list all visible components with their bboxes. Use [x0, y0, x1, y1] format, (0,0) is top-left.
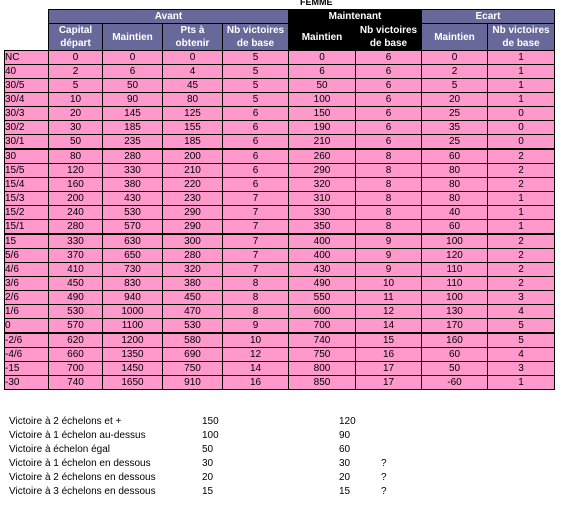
table-cell: 650	[103, 249, 163, 263]
table-cell: 60	[422, 220, 488, 235]
footnote-avant: 30	[202, 458, 214, 469]
table-cell: 0	[422, 51, 488, 65]
table-cell: 290	[163, 206, 223, 220]
table-cell: 80	[49, 149, 103, 164]
table-cell: 0	[488, 107, 555, 121]
table-cell: 1	[488, 51, 555, 65]
rank-label: -15	[5, 362, 49, 376]
table-cell: 16	[356, 348, 422, 362]
table-cell: 1	[488, 376, 555, 390]
table-cell: 350	[289, 220, 356, 235]
rank-label: 4/6	[5, 263, 49, 277]
table-row	[5, 135, 555, 150]
table-row	[5, 149, 555, 164]
rank-label: -2/6	[5, 333, 49, 348]
table-cell: 8	[356, 149, 422, 164]
table-cell: 5	[488, 319, 555, 334]
table-cell: 200	[49, 192, 103, 206]
table-cell: 2	[488, 234, 555, 249]
table-cell: 2	[488, 263, 555, 277]
table-cell: 100	[422, 291, 488, 305]
table-row	[5, 277, 555, 291]
table-cell: 220	[163, 178, 223, 192]
table-cell: 600	[289, 305, 356, 319]
table-cell: 15	[356, 333, 422, 348]
table-cell: 80	[422, 192, 488, 206]
table-cell: 1	[488, 192, 555, 206]
table-cell: 0	[488, 135, 555, 150]
table-cell: 8	[356, 206, 422, 220]
table-cell: 620	[49, 333, 103, 348]
table-cell: 160	[422, 333, 488, 348]
column-header: Nb victoires de base	[223, 24, 289, 51]
group-header: Avant	[49, 10, 289, 24]
table-cell: 1000	[103, 305, 163, 319]
table-cell: 110	[422, 263, 488, 277]
table-row	[5, 206, 555, 220]
table-cell: 330	[103, 164, 163, 178]
footnote-label: Victoire à 1 échelon en dessous	[9, 458, 151, 469]
footnote-maintenant: 60	[339, 444, 351, 455]
table-cell: 60	[422, 149, 488, 164]
table-cell: 330	[49, 234, 103, 249]
table-cell: 155	[163, 121, 223, 135]
table-cell: 120	[49, 164, 103, 178]
table-cell: 280	[49, 220, 103, 235]
table-cell: 2	[488, 149, 555, 164]
table-cell: 9	[223, 319, 289, 334]
rank-label: 30/2	[5, 121, 49, 135]
table-cell: 570	[103, 220, 163, 235]
rank-label: 1/6	[5, 305, 49, 319]
table-cell: 400	[289, 234, 356, 249]
table-cell: 690	[163, 348, 223, 362]
table-cell: 800	[289, 362, 356, 376]
table-cell: 25	[422, 107, 488, 121]
group-header: Ecart	[422, 10, 555, 24]
table-cell: 40	[422, 206, 488, 220]
rank-label: 2/6	[5, 291, 49, 305]
table-cell: 280	[163, 249, 223, 263]
table-cell: 185	[163, 135, 223, 150]
table-cell: 380	[163, 277, 223, 291]
table-cell: 1	[488, 206, 555, 220]
table-cell: 12	[223, 348, 289, 362]
table-cell: 290	[289, 164, 356, 178]
table-cell: 185	[103, 121, 163, 135]
table-cell: 9	[356, 249, 422, 263]
table-cell: 150	[289, 107, 356, 121]
table-cell: 210	[289, 135, 356, 150]
table-cell: 90	[103, 93, 163, 107]
table-cell: 450	[49, 277, 103, 291]
table-row	[5, 319, 555, 334]
table-cell: 910	[163, 376, 223, 390]
table-cell: 7	[223, 234, 289, 249]
table-row	[5, 164, 555, 178]
rank-label: 30	[5, 149, 49, 164]
table-cell: 14	[356, 319, 422, 334]
table-row	[5, 305, 555, 319]
table-cell: 6	[289, 65, 356, 79]
table-row	[5, 362, 555, 376]
table-cell: 740	[289, 333, 356, 348]
table-cell: 8	[223, 277, 289, 291]
table-cell: 2	[49, 65, 103, 79]
footnote-avant: 150	[202, 416, 219, 427]
table-row	[5, 291, 555, 305]
table-cell: 8	[356, 178, 422, 192]
column-header: Maintien	[422, 24, 488, 51]
table-cell: 30	[49, 121, 103, 135]
table-cell: 9	[356, 263, 422, 277]
table-cell: 6	[356, 121, 422, 135]
table-cell: 235	[103, 135, 163, 150]
table-cell: 16	[223, 376, 289, 390]
table-cell: 6	[356, 51, 422, 65]
rank-label: 0	[5, 319, 49, 334]
table-cell: 1	[488, 93, 555, 107]
table-cell: 1200	[103, 333, 163, 348]
table-cell: 300	[163, 234, 223, 249]
table-cell: 5	[422, 79, 488, 93]
table-cell: 50	[289, 79, 356, 93]
footnote-label: Victoire à 2 échelons et +	[9, 416, 122, 427]
table-cell: 2	[488, 164, 555, 178]
table-row	[5, 192, 555, 206]
table-cell: 10	[49, 93, 103, 107]
table-cell: 200	[163, 149, 223, 164]
rank-label: -4/6	[5, 348, 49, 362]
table-cell: 6	[223, 135, 289, 150]
column-header: Maintien	[103, 24, 163, 51]
table-row	[5, 376, 555, 390]
table-cell: 5	[49, 79, 103, 93]
table-cell: 6	[223, 121, 289, 135]
table-cell: 380	[103, 178, 163, 192]
footnote-label: Victoire à 1 échelon au-dessus	[9, 430, 146, 441]
table-cell: 3	[488, 291, 555, 305]
table-cell: 940	[103, 291, 163, 305]
table-cell: 320	[289, 178, 356, 192]
table-cell: 5	[223, 65, 289, 79]
rank-label: 15/3	[5, 192, 49, 206]
table-cell: 750	[163, 362, 223, 376]
table-cell: 6	[356, 79, 422, 93]
table-cell: 35	[422, 121, 488, 135]
table-cell: 8	[356, 164, 422, 178]
table-cell: 100	[422, 234, 488, 249]
table-cell: 60	[422, 348, 488, 362]
table-cell: 6	[223, 178, 289, 192]
table-cell: 280	[103, 149, 163, 164]
table-cell: 17	[356, 376, 422, 390]
footnote-maintenant: 120	[339, 416, 356, 427]
table-cell: 160	[49, 178, 103, 192]
table-cell: 6	[223, 149, 289, 164]
table-cell: 170	[422, 319, 488, 334]
table-cell: 0	[488, 121, 555, 135]
table-cell: 260	[289, 149, 356, 164]
rank-label: 15/2	[5, 206, 49, 220]
table-cell: 530	[103, 206, 163, 220]
table-cell: 45	[163, 79, 223, 93]
table-cell: 25	[422, 135, 488, 150]
rank-label: 5/6	[5, 249, 49, 263]
footnote-avant: 15	[202, 486, 214, 497]
table-cell: 17	[356, 362, 422, 376]
table-cell: 470	[163, 305, 223, 319]
rank-label: 15/1	[5, 220, 49, 235]
footnote-maintenant: 15	[339, 486, 351, 497]
table-cell: 1	[488, 65, 555, 79]
table-row	[5, 249, 555, 263]
table-cell: 570	[49, 319, 103, 334]
table-cell: 550	[289, 291, 356, 305]
table-cell: 400	[289, 249, 356, 263]
table-cell: 8	[356, 220, 422, 235]
column-header: Capital départ	[49, 24, 103, 51]
footnote-maintenant: 30	[339, 458, 351, 469]
table-cell: 5	[223, 93, 289, 107]
table-cell: 310	[289, 192, 356, 206]
table-cell: 210	[163, 164, 223, 178]
table-row	[5, 348, 555, 362]
table-cell: 125	[163, 107, 223, 121]
table-cell: -60	[422, 376, 488, 390]
rank-label: 30/5	[5, 79, 49, 93]
table-cell: 20	[49, 107, 103, 121]
table-cell: 20	[422, 93, 488, 107]
rank-label: 15/4	[5, 178, 49, 192]
table-cell: 7	[223, 220, 289, 235]
table-cell: 730	[103, 263, 163, 277]
table-cell: 830	[103, 277, 163, 291]
table-cell: 0	[289, 51, 356, 65]
table-cell: 700	[49, 362, 103, 376]
table-cell: 1	[488, 79, 555, 93]
table-row	[5, 234, 555, 249]
rank-label: 30/3	[5, 107, 49, 121]
table-cell: 7	[223, 206, 289, 220]
footnote-avant: 20	[202, 472, 214, 483]
table-row	[5, 65, 555, 79]
table-cell: 530	[163, 319, 223, 334]
table-cell: 6	[356, 107, 422, 121]
table-cell: 2	[488, 249, 555, 263]
table-cell: 5	[223, 79, 289, 93]
table-cell: 14	[223, 362, 289, 376]
table-cell: 5	[223, 51, 289, 65]
table-cell: 530	[49, 305, 103, 319]
table-cell: 450	[163, 291, 223, 305]
table-cell: 190	[289, 121, 356, 135]
table-cell: 4	[488, 305, 555, 319]
table-cell: 50	[103, 79, 163, 93]
table-cell: 10	[356, 277, 422, 291]
table-cell: 6	[356, 93, 422, 107]
table-cell: 740	[49, 376, 103, 390]
table-cell: 290	[163, 220, 223, 235]
table-cell: 430	[289, 263, 356, 277]
column-header: Nb victoires de base	[488, 24, 555, 51]
table-cell: 230	[163, 192, 223, 206]
table-cell: 10	[223, 333, 289, 348]
table-cell: 80	[422, 178, 488, 192]
table-cell: 750	[289, 348, 356, 362]
column-header: Maintien	[289, 24, 356, 51]
table-cell: 80	[163, 93, 223, 107]
table-cell: 100	[289, 93, 356, 107]
table-cell: 240	[49, 206, 103, 220]
table-cell: 145	[103, 107, 163, 121]
rank-label: 3/6	[5, 277, 49, 291]
table-row	[5, 178, 555, 192]
table-cell: 850	[289, 376, 356, 390]
table-cell: 630	[103, 234, 163, 249]
table-cell: 660	[49, 348, 103, 362]
rank-label: 40	[5, 65, 49, 79]
table-row	[5, 333, 555, 348]
table-cell: 2	[488, 178, 555, 192]
table-cell: 6	[356, 65, 422, 79]
rank-label: NC	[5, 51, 49, 65]
table-cell: 430	[103, 192, 163, 206]
table-cell: 50	[422, 362, 488, 376]
table-cell: 130	[422, 305, 488, 319]
table-cell: 490	[49, 291, 103, 305]
table-cell: 410	[49, 263, 103, 277]
table-cell: 4	[488, 348, 555, 362]
table-cell: 4	[163, 65, 223, 79]
footnote-maintenant: 90	[339, 430, 351, 441]
table-row	[5, 107, 555, 121]
table-cell: 7	[223, 249, 289, 263]
table-cell: 7	[223, 263, 289, 277]
corner-cell	[5, 10, 49, 51]
table-cell: 80	[422, 164, 488, 178]
table-row	[5, 51, 555, 65]
table-cell: 8	[223, 305, 289, 319]
table-title: FEMME	[300, 0, 333, 7]
table-cell: 1	[488, 220, 555, 235]
table-cell: 3	[488, 362, 555, 376]
score-table	[4, 9, 555, 390]
table-cell: 330	[289, 206, 356, 220]
table-row	[5, 263, 555, 277]
rank-label: 15/5	[5, 164, 49, 178]
table-cell: 5	[488, 333, 555, 348]
table-cell: 1450	[103, 362, 163, 376]
footnote-mark: ?	[381, 472, 387, 483]
footnote-mark: ?	[381, 486, 387, 497]
table-cell: 6	[223, 164, 289, 178]
footnote-label: Victoire à échelon égal	[9, 444, 110, 455]
footnote-label: Victoire à 3 échelons en dessous	[9, 486, 156, 497]
table-cell: 2	[422, 65, 488, 79]
footnote-mark: ?	[381, 458, 387, 469]
table-cell: 110	[422, 277, 488, 291]
group-header: Maintenant	[289, 10, 422, 24]
table-cell: 0	[49, 51, 103, 65]
table-row	[5, 121, 555, 135]
table-cell: 1100	[103, 319, 163, 334]
table-cell: 1350	[103, 348, 163, 362]
footnote-maintenant: 20	[339, 472, 351, 483]
table-cell: 370	[49, 249, 103, 263]
table-cell: 11	[356, 291, 422, 305]
rank-label: 30/4	[5, 93, 49, 107]
column-header: Nb victoires de base	[356, 24, 422, 51]
footnote-avant: 50	[202, 444, 214, 455]
table-cell: 8	[356, 192, 422, 206]
rank-label: 30/1	[5, 135, 49, 150]
footnote-avant: 100	[202, 430, 219, 441]
table-cell: 120	[422, 249, 488, 263]
table-cell: 0	[163, 51, 223, 65]
table-cell: 6	[223, 107, 289, 121]
footnote-label: Victoire à 2 échelons en dessous	[9, 472, 156, 483]
table-cell: 1650	[103, 376, 163, 390]
column-header: Pts à obtenir	[163, 24, 223, 51]
table-cell: 0	[103, 51, 163, 65]
table-cell: 580	[163, 333, 223, 348]
table-row	[5, 79, 555, 93]
table-cell: 8	[223, 291, 289, 305]
table-cell: 9	[356, 234, 422, 249]
table-cell: 50	[49, 135, 103, 150]
table-cell: 700	[289, 319, 356, 334]
table-row	[5, 93, 555, 107]
table-cell: 6	[356, 135, 422, 150]
table-cell: 6	[103, 65, 163, 79]
table-cell: 12	[356, 305, 422, 319]
table-cell: 2	[488, 277, 555, 291]
rank-label: 15	[5, 234, 49, 249]
table-cell: 320	[163, 263, 223, 277]
table-cell: 490	[289, 277, 356, 291]
table-row	[5, 220, 555, 235]
rank-label: -30	[5, 376, 49, 390]
table-cell: 7	[223, 192, 289, 206]
